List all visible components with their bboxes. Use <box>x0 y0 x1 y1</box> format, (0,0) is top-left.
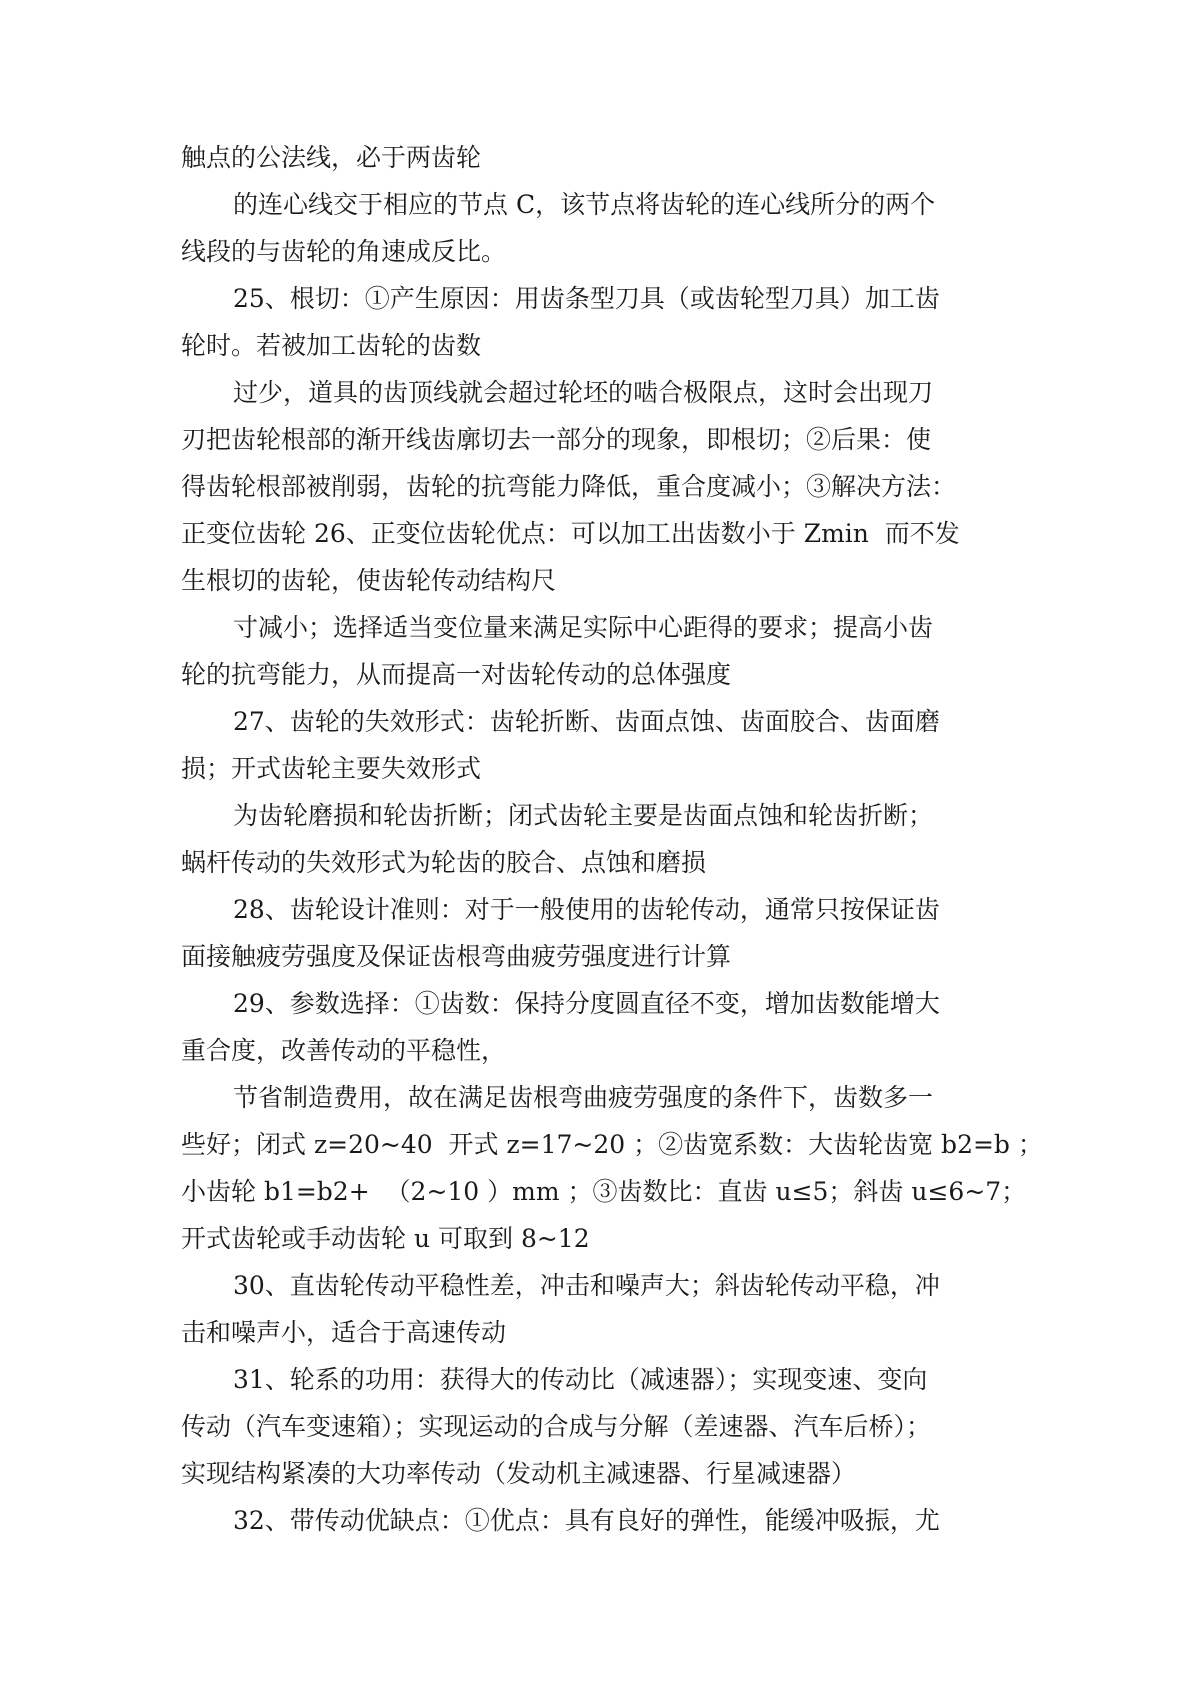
text-line: 开式齿轮或手动齿轮 u 可取到 8~12 <box>181 1224 590 1253</box>
text-line: 实现结构紧凑的大功率传动（发动机主减速器、行星减速器） <box>181 1459 857 1488</box>
text-line: 线段的与齿轮的角速成反比。 <box>181 237 507 266</box>
text-line: 小齿轮 b1=b2+ （2~10 ）mm ；③齿数比：直齿 u≤5；斜齿 u≤6~7； <box>181 1177 1027 1206</box>
text-line: 29、参数选择：①齿数：保持分度圆直径不变，增加齿数能增大 <box>233 989 940 1018</box>
text-line: 轮时。若被加工齿轮的齿数 <box>181 331 482 360</box>
text-line: 31、轮系的功用：获得大的传动比（减速器）；实现变速、变向 <box>233 1365 928 1394</box>
text-line: 寸减小；选择适当变位量来满足实际中心距得的要求；提高小齿 <box>233 613 934 642</box>
text-line: 为齿轮磨损和轮齿折断；闭式齿轮主要是齿面点蚀和轮齿折断； <box>233 801 934 830</box>
text-line: 刃把齿轮根部的渐开线齿廓切去一部分的现象，即根切；②后果：使 <box>181 425 932 454</box>
text-line: 轮的抗弯能力，从而提高一对齿轮传动的总体强度 <box>181 660 732 689</box>
text-line: 击和噪声小，适合于高速传动 <box>181 1318 507 1347</box>
text-line: 30、直齿轮传动平稳性差，冲击和噪声大；斜齿轮传动平稳，冲 <box>233 1271 940 1300</box>
text-line: 25、根切：①产生原因：用齿条型刀具（或齿轮型刀具）加工齿 <box>233 284 940 313</box>
text-line: 27、齿轮的失效形式：齿轮折断、齿面点蚀、齿面胶合、齿面磨 <box>233 707 940 736</box>
text-line: 28、齿轮设计准则：对于一般使用的齿轮传动，通常只按保证齿 <box>233 895 940 924</box>
text-line: 重合度，改善传动的平稳性， <box>181 1036 507 1065</box>
text-line: 生根切的齿轮，使齿轮传动结构尺 <box>181 566 557 595</box>
text-line: 蜗杆传动的失效形式为轮齿的胶合、点蚀和磨损 <box>181 848 707 877</box>
text-line: 些好；闭式 z=20~40 开式 z=17~20 ；②齿宽系数：大齿轮齿宽 b2=b ； <box>181 1130 1043 1159</box>
text-line: 传动（汽车变速箱）；实现运动的合成与分解（差速器、汽车后桥）； <box>181 1412 932 1441</box>
text-line: 触点的公法线，必于两齿轮 <box>181 143 482 172</box>
text-line: 过少，道具的齿顶线就会超过轮坯的啮合极限点，这时会出现刀 <box>233 378 934 407</box>
text-line: 面接触疲劳强度及保证齿根弯曲疲劳强度进行计算 <box>181 942 732 971</box>
text-line: 的连心线交于相应的节点 C，该节点将齿轮的连心线所分的两个 <box>233 190 936 219</box>
text-line: 节省制造费用，故在满足齿根弯曲疲劳强度的条件下，齿数多一 <box>233 1083 934 1112</box>
text-line: 得齿轮根部被削弱，齿轮的抗弯能力降低，重合度减小；③解决方法： <box>181 472 957 501</box>
text-line: 正变位齿轮 26、正变位齿轮优点：可以加工出齿数小于 Zmin 而不发 <box>181 519 960 548</box>
text-line: 32、带传动优缺点：①优点：具有良好的弹性，能缓冲吸振，尤 <box>233 1506 940 1535</box>
text-line: 损；开式齿轮主要失效形式 <box>181 754 482 783</box>
